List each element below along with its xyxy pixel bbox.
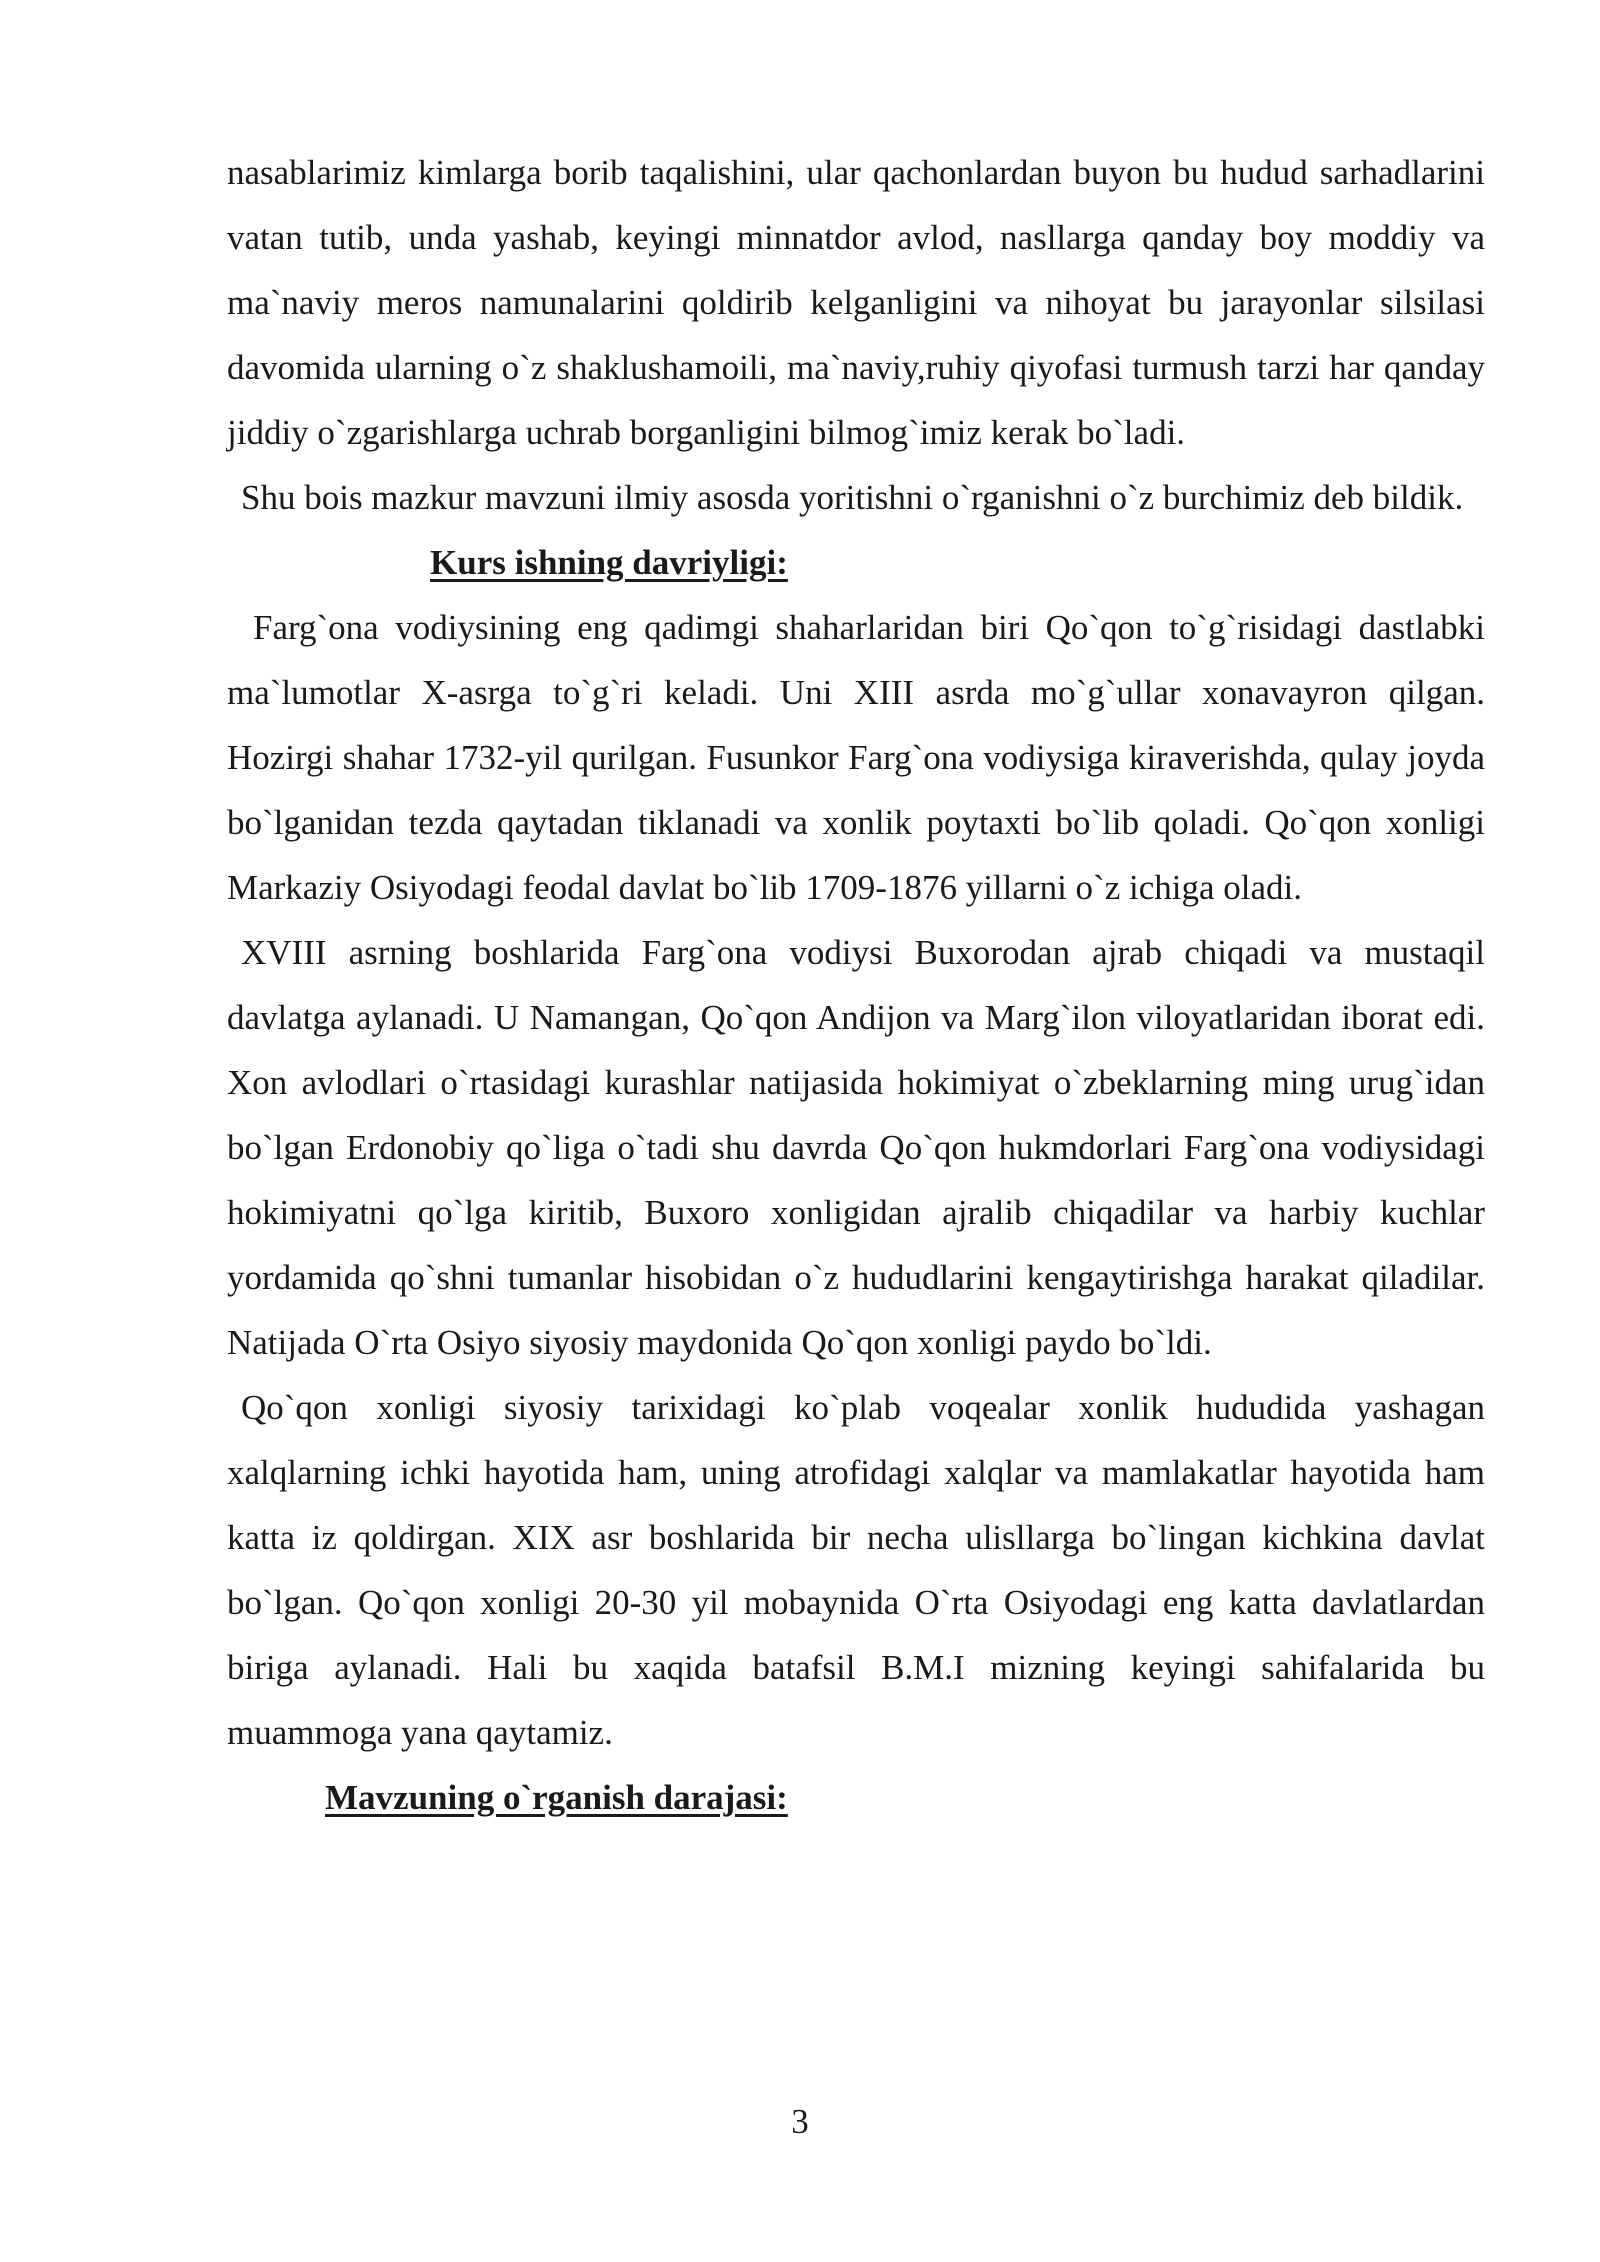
paragraph-fergana-valley: XVIII asrning boshlarida Farg`ona vodiysi Buxorodan ajrab chiqadi va mustaqil davlatga aylanadi. U Namangan, Qo`qon Andijon va Marg`ilon viloyatlaridan iborat edi. Xon avlodlari o`rtasidagi kurashlar natijasida hokimiyat o`zbeklarning ming urug`idan bo`lgan Erdonobiy qo`liga o`tadi shu davrda Qo`qon hukmdorlari Farg`ona vodiysidagi hokimiyatni qo`lga kiritib, Buxoro xonligidan ajralib chiqadilar va harbiy kuchlar yordamida qo`shni tumanlar hisobidan o`z hududlarini kengaytirishga harakat qiladilar. Natijada O`rta Osiyo siyosiy maydonida Qo`qon xonligi paydo bo`ldi.	[227, 933, 1485, 1362]
paragraph-qoqon-history: Farg`ona vodiysining eng qadimgi shaharlaridan biri Qo`qon to`g`risidagi dastlabki ma`lumotlar X-asrga to`g`ri keladi. Uni XIII asrda mo`g`ullar xonavayron qilgan. Hozirgi shahar 1732-yil qurilgan. Fusunkor Farg`ona vodiysiga kiraverishda, qulay joyda bo`lganidan tezda qaytadan tiklanadi va xonlik poytaxti bo`lib qoladi. Qo`qon xonligi Markaziy Osiyodagi feodal davlat bo`lib 1709-1876 yillarni o`z ichiga oladi.	[227, 608, 1485, 907]
paragraph-khanate-politics: Qo`qon xonligi siyosiy tarixidagi ko`plab voqealar xonlik hududida yashagan xalqlarning ichki hayotida ham, uning atrofidagi xalqlar va mamlakatlar hayotida ham katta iz qoldirgan. XIX asr boshlarida bir necha ulisllarga bo`lingan kichkina davlat bo`lgan. Qo`qon xonligi 20-30 yil mobaynida O`rta Osiyodagi eng katta davlatlardan biriga aylanadi. Hali bu xaqida batafsil B.M.I mizning keyingi sahifalarida bu muammoga yana qaytamiz.	[227, 1388, 1485, 1752]
paragraph-intro-continued: nasablarimiz kimlarga borib taqalishini, ular qachonlardan buyon bu hudud sarhadlarini vatan tutib, unda yashab, keyingi minnatdor avlod, nasllarga qanday boy moddiy va ma`naviy meros namunalarini qoldirib kelganligini va nihoyat bu jarayonlar silsilasi davomida ularning o`z shaklushamoili, ma`naviy,ruhiy qiyofasi turmush tarzi har qanday jiddiy o`zgarishlarga uchrab borganligini bilmog`imiz kerak bo`ladi.	[227, 153, 1485, 452]
paragraph-purpose: Shu bois mazkur mavzuni ilmiy asosda yoritishni o`rganishni o`z burchimiz deb bildik.	[241, 478, 1464, 517]
heading-study-level: Mavzuning o`rganish darajasi:	[325, 1778, 788, 1817]
page-number: 3	[791, 2102, 809, 2141]
page-body	[227, 140, 1485, 1830]
heading-course-period: Kurs ishning davriyligi:	[430, 543, 788, 582]
